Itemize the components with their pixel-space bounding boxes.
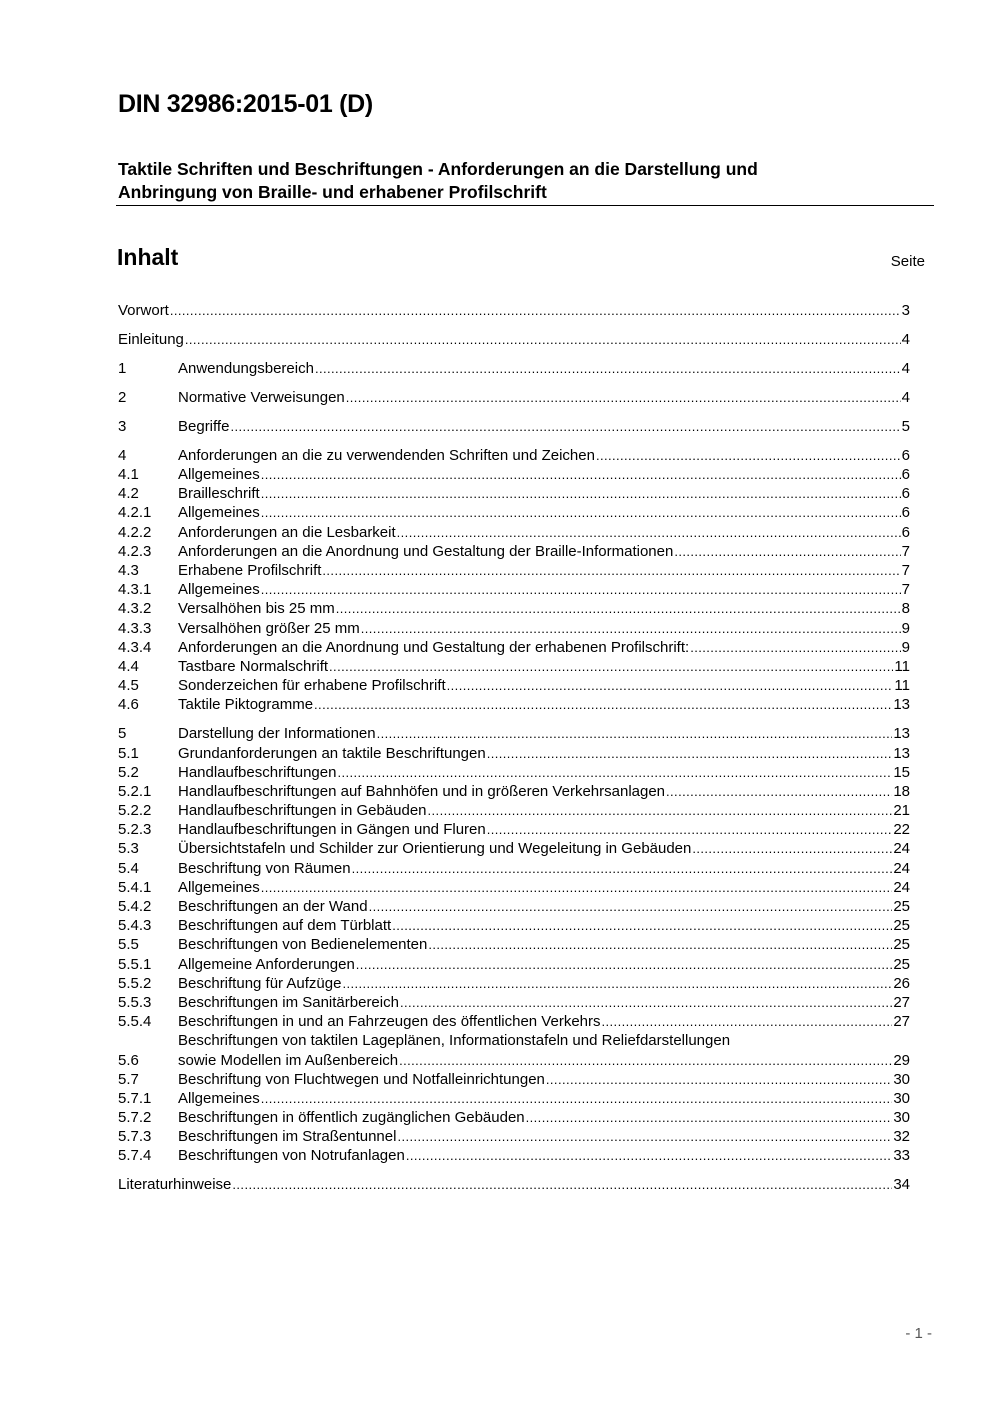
toc-entry[interactable] — [118, 955, 910, 974]
toc-entry-title: Versalhöhen bis 25 mm — [178, 600, 335, 618]
toc-entry[interactable] — [118, 1012, 910, 1031]
toc-entry-page: 21 — [893, 802, 910, 820]
toc-entry[interactable] — [118, 446, 910, 465]
toc-dot-leader — [666, 782, 892, 801]
toc-entry[interactable] — [118, 744, 910, 763]
toc-entry-title: Handlaufbeschriftungen in Gängen und Fluren — [178, 821, 486, 839]
toc-dot-leader — [342, 974, 892, 993]
toc-entry-page: 24 — [893, 840, 910, 858]
toc-entry-page: 25 — [893, 898, 910, 916]
toc-entry-number: 5.2.2 — [118, 802, 152, 820]
toc-entry-page: 25 — [893, 955, 910, 973]
toc-entry[interactable] — [118, 330, 910, 349]
toc-entry-page: 4 — [901, 359, 910, 377]
toc-entry-page: 11 — [894, 657, 910, 675]
toc-entry[interactable] — [118, 782, 910, 801]
toc-entry[interactable] — [118, 1108, 910, 1127]
toc-dot-leader — [261, 1089, 893, 1108]
toc-dot-leader — [261, 878, 893, 897]
toc-entry[interactable] — [118, 974, 910, 993]
toc-entry-title: Beschriftungen von Bedienelementen — [178, 936, 428, 954]
toc-dot-leader — [369, 897, 893, 916]
toc-entry-number: 1 — [118, 359, 127, 377]
toc-entry-page: 34 — [893, 1176, 910, 1194]
toc-dot-leader — [526, 1108, 893, 1127]
toc-entry-title: Beschriftungen im Sanitärbereich — [178, 993, 399, 1011]
toc-dot-leader — [397, 1127, 892, 1146]
toc-entry-number: 5.1 — [118, 744, 139, 762]
toc-entry-page: 6 — [901, 504, 910, 522]
toc-entry-title: Beschriftungen von taktilen Lageplänen, Informationstafeln und Reliefdarstellungen — [178, 1032, 731, 1050]
toc-dot-leader — [261, 465, 901, 484]
toc-entry-number: 5.7 — [118, 1070, 139, 1088]
toc-entry-title: Einleitung — [118, 330, 184, 348]
toc-entry[interactable] — [118, 465, 910, 484]
toc-entry-title: Anforderungen an die zu verwendenden Schriften und Zeichen — [178, 446, 595, 464]
document-title: DIN 32986:2015-01 (D) — [118, 90, 373, 118]
toc-dot-leader — [230, 417, 900, 436]
toc-entry-number: 4 — [118, 446, 127, 464]
toc-entry-page: 6 — [901, 485, 910, 503]
toc-entry-number: 4.4 — [118, 657, 139, 675]
toc-entry-title: Beschriftungen in und an Fahrzeugen des öffentlichen Verkehrs — [178, 1013, 601, 1031]
toc-entry-page: 6 — [901, 523, 910, 541]
toc-dot-leader — [447, 676, 894, 695]
toc-entry-title: Beschriftung für Aufzüge — [178, 974, 342, 992]
toc-entry-page: 24 — [893, 859, 910, 877]
toc-dot-leader — [261, 484, 901, 503]
toc-entry[interactable] — [118, 1089, 910, 1108]
toc-entry-page: 32 — [893, 1128, 910, 1146]
toc-entry-title: Darstellung der Informationen — [178, 725, 376, 743]
toc-entry[interactable] — [118, 724, 910, 743]
toc-entry-number: 5.5 — [118, 936, 139, 954]
toc-dot-leader — [170, 301, 901, 320]
toc-entry[interactable] — [118, 638, 910, 657]
toc-entry-number: 5.4.1 — [118, 878, 152, 896]
toc-entry-page: 3 — [901, 301, 910, 319]
toc-entry-title: Begriffe — [178, 417, 230, 435]
toc-entry-title: Erhabene Profilschrift — [178, 562, 322, 580]
toc-dot-leader — [352, 859, 893, 878]
toc-dot-leader — [674, 542, 900, 561]
toc-entry-page: 11 — [894, 677, 910, 695]
table-of-contents — [118, 301, 910, 1195]
toc-entry-number: 4.2.3 — [118, 542, 152, 560]
toc-entry-title: Beschriftungen an der Wand — [178, 898, 368, 916]
toc-entry[interactable] — [118, 1070, 910, 1089]
toc-entry-number: 5.5.4 — [118, 1013, 152, 1031]
toc-entry-number: 4.5 — [118, 677, 139, 695]
toc-entry-number: 5.2.1 — [118, 782, 152, 800]
toc-entry[interactable] — [118, 1127, 910, 1146]
toc-dot-leader — [356, 955, 893, 974]
toc-entry-page: 13 — [893, 725, 910, 743]
toc-heading: Inhalt — [117, 244, 179, 270]
toc-entry-number: 4.3.1 — [118, 581, 152, 599]
toc-dot-leader — [392, 916, 892, 935]
toc-dot-leader — [232, 1175, 892, 1194]
toc-entry-title: Anforderungen an die Lesbarkeit — [178, 523, 396, 541]
toc-entry-title: Grundanforderungen an taktile Beschriftungen — [178, 744, 486, 762]
toc-entry-number: 5.7.2 — [118, 1109, 152, 1127]
subtitle-line: Taktile Schriften und Beschriftungen - Anforderungen an die Darstellung und — [118, 159, 758, 179]
toc-entry-title: Anwendungsbereich — [178, 359, 314, 377]
toc-entry-title-continued: sowie Modellen im Außenbereich — [178, 1051, 399, 1069]
toc-entry-page: 27 — [893, 1013, 910, 1031]
toc-entry[interactable] — [118, 359, 910, 378]
toc-entry[interactable] — [118, 619, 910, 638]
toc-entry-title: Allgemeine Anforderungen — [178, 955, 355, 973]
toc-dot-leader — [329, 657, 893, 676]
toc-entry-page: 6 — [901, 446, 910, 464]
toc-entry-page: 6 — [901, 466, 910, 484]
toc-entry-number: 5.7.4 — [118, 1147, 152, 1165]
toc-dot-leader — [315, 359, 901, 378]
toc-dot-leader — [185, 330, 901, 349]
toc-entry-number: 5.4.2 — [118, 898, 152, 916]
toc-dot-leader — [261, 503, 901, 522]
toc-entry-title: Versalhöhen größer 25 mm — [178, 619, 360, 637]
toc-entry-page: 30 — [893, 1109, 910, 1127]
toc-entry-page: 24 — [893, 878, 910, 896]
toc-entry-number: 3 — [118, 417, 127, 435]
toc-entry-title: Handlaufbeschriftungen in Gebäuden — [178, 802, 427, 820]
toc-entry[interactable] — [118, 763, 910, 782]
toc-dot-leader — [692, 839, 892, 858]
toc-entry-title: Handlaufbeschriftungen auf Bahnhöfen und in größeren Verkehrsanlagen — [178, 782, 666, 800]
toc-entry-number: 4.6 — [118, 696, 139, 714]
toc-entry-page: 9 — [901, 638, 910, 656]
toc-entry-page: 22 — [893, 821, 910, 839]
subtitle-line: Anbringung von Braille- und erhabener Profilschrift — [118, 182, 547, 202]
toc-dot-leader — [377, 724, 893, 743]
toc-entry-title: Vorwort — [118, 301, 169, 319]
toc-dot-leader — [487, 744, 893, 763]
toc-entry-number: 4.1 — [118, 466, 139, 484]
toc-entry[interactable] — [118, 820, 910, 839]
toc-dot-leader — [314, 695, 892, 714]
toc-entry-number: 4.3.3 — [118, 619, 152, 637]
toc-entry[interactable] — [118, 897, 910, 916]
toc-entry[interactable] — [118, 935, 910, 954]
toc-dot-leader — [428, 935, 892, 954]
toc-entry-page: 33 — [893, 1147, 910, 1165]
toc-dot-leader — [337, 763, 892, 782]
toc-entry-title: Beschriftungen von Notrufanlagen — [178, 1147, 405, 1165]
toc-dot-leader — [397, 523, 901, 542]
toc-entry[interactable] — [118, 993, 910, 1012]
toc-dot-leader — [690, 638, 900, 657]
document-subtitle — [118, 158, 918, 204]
toc-entry-page: 5 — [901, 417, 910, 435]
toc-entry-page: 13 — [893, 696, 910, 714]
toc-entry-title: Beschriftung von Räumen — [178, 859, 351, 877]
toc-entry-title: Normative Verweisungen — [178, 388, 345, 406]
toc-entry[interactable] — [118, 801, 910, 820]
toc-entry-title: Allgemeines — [178, 1089, 260, 1107]
toc-entry-page: 27 — [893, 993, 910, 1011]
toc-dot-leader — [399, 1051, 892, 1070]
toc-entry-number: 4.2 — [118, 485, 139, 503]
toc-entry-page: 29 — [893, 1051, 910, 1069]
toc-dot-leader — [361, 619, 901, 638]
toc-entry-title: Übersichtstafeln und Schilder zur Orientierung und Wegeleitung in Gebäuden — [178, 840, 692, 858]
toc-dot-leader — [546, 1070, 892, 1089]
toc-dot-leader — [400, 993, 892, 1012]
toc-entry-title: Beschriftungen auf dem Türblatt — [178, 917, 392, 935]
toc-entry-page: 25 — [893, 936, 910, 954]
page-column-label: Seite — [890, 253, 925, 270]
toc-dot-leader — [261, 580, 901, 599]
toc-dot-leader — [322, 561, 900, 580]
toc-entry[interactable] — [118, 484, 910, 503]
toc-entry[interactable] — [118, 878, 910, 897]
toc-entry-title: Sonderzeichen für erhabene Profilschrift — [178, 677, 446, 695]
toc-entry-title: Brailleschrift — [178, 485, 260, 503]
toc-entry-number: 5.6 — [118, 1051, 139, 1069]
toc-entry-number: 5.3 — [118, 840, 139, 858]
toc-entry-page: 7 — [901, 581, 910, 599]
toc-entry[interactable] — [118, 676, 910, 695]
toc-dot-leader — [596, 446, 901, 465]
toc-entry[interactable] — [118, 859, 910, 878]
toc-entry-page: 25 — [893, 917, 910, 935]
toc-entry-page: 30 — [893, 1070, 910, 1088]
toc-entry-number: 4.2.1 — [118, 504, 152, 522]
toc-entry-title: Beschriftungen in öffentlich zugänglichen Gebäuden — [178, 1109, 525, 1127]
toc-entry-page: 13 — [893, 744, 910, 762]
toc-entry-page: 15 — [893, 763, 910, 781]
toc-entry-page: 26 — [893, 974, 910, 992]
toc-entry-number: 4.3 — [118, 562, 139, 580]
toc-entry-title: Allgemeines — [178, 504, 260, 522]
toc-entry[interactable] — [118, 301, 910, 320]
toc-entry-number: 5.4.3 — [118, 917, 152, 935]
toc-dot-leader — [428, 801, 893, 820]
toc-entry-number: 4.3.2 — [118, 600, 152, 618]
toc-entry-number: 4.3.4 — [118, 638, 152, 656]
toc-entry-number: 5.2 — [118, 763, 139, 781]
toc-entry[interactable] — [118, 561, 910, 580]
toc-entry-number: 5.5.1 — [118, 955, 152, 973]
toc-entry-number: 4.2.2 — [118, 523, 152, 541]
toc-entry[interactable] — [118, 599, 910, 618]
title-divider — [116, 205, 934, 206]
toc-entry-title: Beschriftung von Fluchtwegen und Notfalleinrichtungen — [178, 1070, 545, 1088]
toc-entry-title: Handlaufbeschriftungen — [178, 763, 337, 781]
toc-entry-page: 4 — [901, 330, 910, 348]
toc-entry-title: Beschriftungen im Straßentunnel — [178, 1128, 397, 1146]
toc-entry-title: Anforderungen an die Anordnung und Gestaltung der erhabenen Profilschrift: — [178, 638, 690, 656]
toc-entry[interactable] — [118, 388, 910, 407]
toc-entry[interactable] — [118, 657, 910, 676]
toc-entry[interactable] — [118, 580, 910, 599]
toc-entry[interactable] — [118, 1146, 910, 1165]
toc-entry-number: 5.5.3 — [118, 993, 152, 1011]
toc-entry[interactable] — [118, 1031, 910, 1069]
toc-entry-title: Literaturhinweise — [118, 1176, 232, 1194]
toc-entry-page: 4 — [901, 388, 910, 406]
toc-entry[interactable] — [118, 503, 910, 522]
toc-dot-leader — [336, 599, 901, 618]
toc-dot-leader — [487, 820, 893, 839]
toc-entry[interactable] — [118, 1175, 910, 1194]
toc-entry-page: 8 — [901, 600, 910, 618]
page-number: - 1 - — [905, 1325, 932, 1342]
toc-entry[interactable] — [118, 916, 910, 935]
toc-entry-title: Tastbare Normalschrift — [178, 657, 329, 675]
toc-entry-number: 5.5.2 — [118, 974, 152, 992]
toc-entry-page: 9 — [901, 619, 910, 637]
toc-entry-number: 5.7.3 — [118, 1128, 152, 1146]
toc-entry[interactable] — [118, 695, 910, 714]
toc-dot-leader — [406, 1146, 892, 1165]
toc-dot-leader — [346, 388, 901, 407]
toc-entry-page: 7 — [901, 542, 910, 560]
toc-entry-number: 5.2.3 — [118, 821, 152, 839]
toc-entry-title: Anforderungen an die Anordnung und Gestaltung der Braille-Informationen — [178, 542, 674, 560]
toc-entry-page: 30 — [893, 1089, 910, 1107]
toc-entry-number: 5.7.1 — [118, 1089, 152, 1107]
toc-entry-title: Allgemeines — [178, 581, 260, 599]
toc-entry-page: 7 — [901, 562, 910, 580]
toc-entry-title: Taktile Piktogramme — [178, 696, 314, 714]
toc-entry[interactable] — [118, 523, 910, 542]
toc-entry[interactable] — [118, 839, 910, 858]
toc-entry-number: 2 — [118, 388, 127, 406]
toc-entry-title: Allgemeines — [178, 878, 260, 896]
toc-entry[interactable] — [118, 542, 910, 561]
toc-entry-title: Allgemeines — [178, 466, 260, 484]
toc-entry-page: 18 — [893, 782, 910, 800]
toc-entry[interactable] — [118, 417, 910, 436]
toc-dot-leader — [602, 1012, 893, 1031]
toc-entry-number: 5.4 — [118, 859, 139, 877]
toc-entry-number: 5 — [118, 725, 127, 743]
